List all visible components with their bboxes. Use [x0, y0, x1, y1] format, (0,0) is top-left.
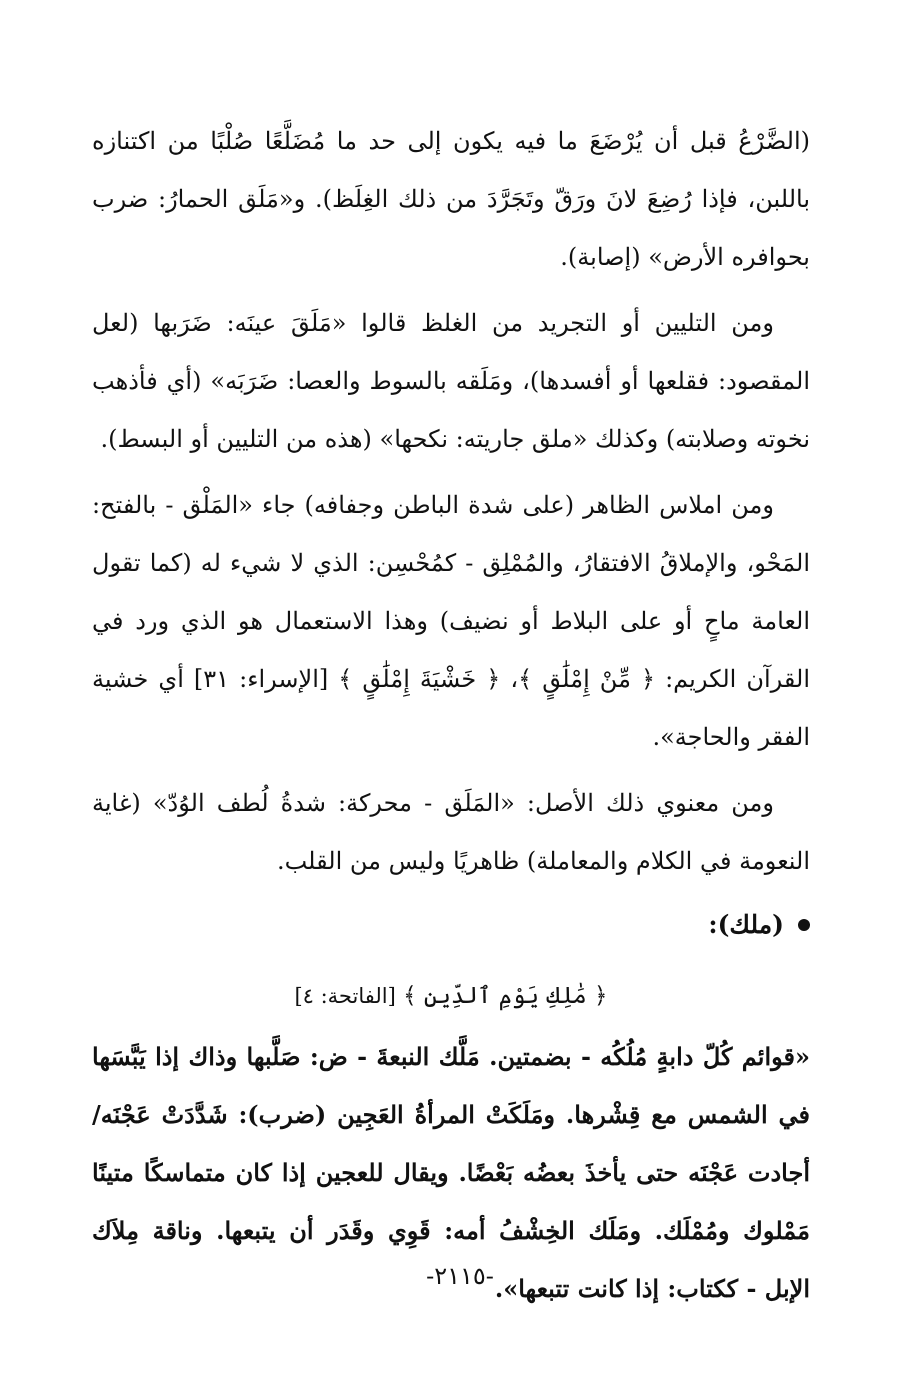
- page-number: -٢١١٥-: [426, 1262, 494, 1290]
- paragraph-4: ومن معنوي ذلك الأصل: «المَلَق - محركة: شدةُ لُطف الوُدّ» (غاية النعومة في الكلام والمعاملة) ظاهريًا وليس من القلب.: [92, 789, 810, 875]
- paragraph-gap: [92, 766, 810, 774]
- paragraph-gap: [92, 468, 810, 476]
- page-body: [92, 112, 810, 1318]
- section-heading-text: (ملك):: [708, 910, 784, 939]
- verse-reference: [الفاتحة: ٤]: [294, 984, 396, 1008]
- paragraph-gap: [92, 286, 810, 294]
- verse-text: ﴿ مَٰلِكِ يَوْمِ ٱلدِّينِ ﴾: [403, 983, 608, 1009]
- paragraph-3: ومن املاس الظاهر (على شدة الباطن وجفافه) جاء «المَلْق - بالفتح: المَحْو، والإملاقُ الافتقارُ، والمُمْلِق - كمُحْسِن: الذي لا شيء له (كما تقول العامة ماحٍ أو على البلاط أو نضيف) وهذا الاستعمال هو الذي ورد في القرآن الكريم: ﴿ مِّنْ إِمْلَٰقٍ ﴾، ﴿ خَشْيَةَ إِمْلَٰقٍ ﴾ [الإسراء: ٣١] أي خشية الفقر والحاجة».: [92, 491, 811, 751]
- bullet-icon: [798, 919, 810, 931]
- paragraph-2: ومن التليين أو التجريد من الغلظ قالوا «مَلَقَ عينَه: ضَرَبها (لعل المقصود: فقلعها أو أفسدها)، ومَلَقه بالسوط والعصا: ضَرَبَه» (أي فأذهب نخوته وصلابته) وكذلك «ملق جاريته: نكحها» (هذه من التليين أو البسط).: [92, 309, 810, 453]
- entry-paragraph: «قوائم كُلّ دابةٍ مُلُكُه - بضمتين. مَلَّك النبعةَ - ض: صَلَّبها وذاك إذا يَبَّسَها في الشمس مع قِشْرها. ومَلَكَتْ المرأةُ العَجِين (ضرب): شَدَّدَتْ عَجْنَه/ أجادت عَجْنَه حتى يأخذَ بعضُه بَعْضًا. ويقال للعجين إذا كان متماسكًا متينًا مَمْلوك ومُمْلَك. ومَلَك الخِشْفُ أمه: قَوِي وقَدَر أن يتبعها. وناقة مِلاَك الإبل - ككتاب: إذا كانت تتبعها».: [92, 1042, 810, 1303]
- paragraph-1: (الضَّرْعُ قبل أن يُرْضَعَ ما فيه يكون إلى حد ما مُضَلَّعًا صُلْبًا من اكتنازه باللبن، فإذا رُضِعَ لانَ ورَقّ وتَجَرَّدَ من ذلك الغِلَظ). و«مَلَق الحمارُ: ضرب بحوافره الأرض» (إصابة).: [92, 127, 810, 271]
- section-heading: [92, 896, 810, 954]
- quran-verse: [92, 968, 810, 1024]
